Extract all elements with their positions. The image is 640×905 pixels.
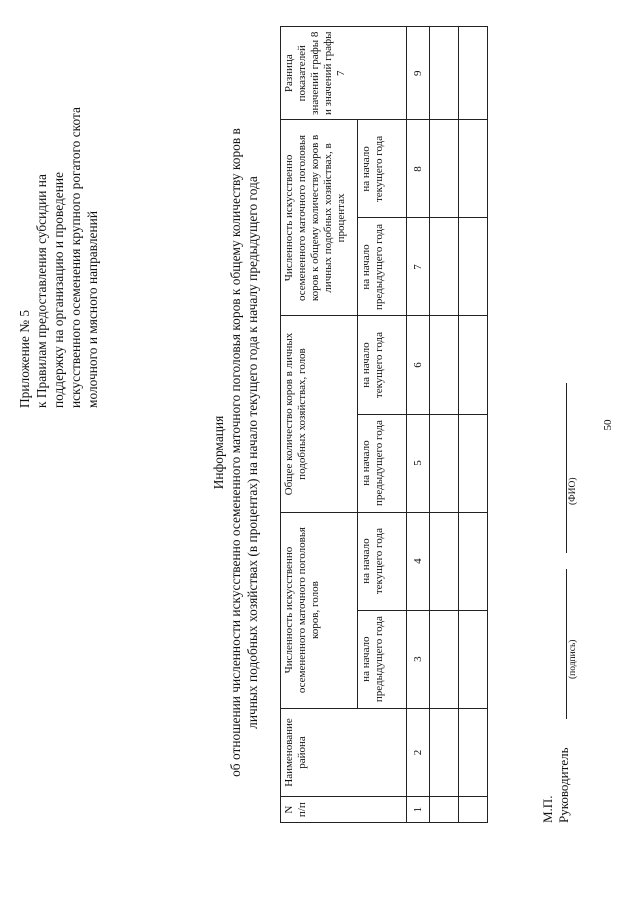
header-group-1: Численность искусственно осемененного маточного поголовья коров, голов xyxy=(281,512,358,708)
col-num-2: 2 xyxy=(407,708,430,797)
sub-prev-7: на начало предыдущего года xyxy=(358,218,407,316)
col-num-9: 9 xyxy=(407,27,430,120)
document-title xyxy=(210,0,261,905)
sub-cur-4: на начало текущего года xyxy=(358,512,407,610)
header-group-3: Численность искусственно осемененного маточного поголовья коров к общему количеству коров в личных подобных хозяйствах, в процентах xyxy=(281,120,358,316)
appendix-line-5: молочного и мясного направлений xyxy=(85,211,100,408)
appendix-line-4: искусственного осеменения крупного рогатого скота xyxy=(68,107,83,408)
sub-cur-6: на начало текущего года xyxy=(358,316,407,414)
appendix-line-1: Приложение № 5 xyxy=(17,309,32,408)
sub-prev-3: на начало предыдущего года xyxy=(358,610,407,708)
col-num-4: 4 xyxy=(407,512,430,610)
signature-caption: (подпись) xyxy=(568,639,578,679)
head-label: Руководитель xyxy=(556,747,571,823)
col-num-6: 6 xyxy=(407,316,430,414)
header-row-2 xyxy=(358,27,407,823)
col-num-7: 7 xyxy=(407,218,430,316)
title-line-3: личных подобных хозяйствах (в процентах) на начало текущего года к началу предыдущего года xyxy=(245,176,260,729)
header-group-2: Общее количество коров в личных подобных хозяйствах, голов xyxy=(281,316,358,512)
appendix-line-2: к Правилам предоставления субсидии на xyxy=(34,174,49,408)
sub-prev-5: на начало предыдущего года xyxy=(358,414,407,512)
table-row xyxy=(459,27,488,823)
name-line xyxy=(566,383,567,553)
title-line-2: об отношении численности искусственно осемененного маточного поголовья коров к общему количеству коров в xyxy=(228,128,243,777)
page-number: 50 xyxy=(602,419,614,431)
col-num-8: 8 xyxy=(407,120,430,218)
appendix-line-3: поддержку на организацию и проведение xyxy=(51,172,66,408)
header-row-1 xyxy=(281,27,358,823)
header-name: Наименование района xyxy=(281,708,407,797)
report-table xyxy=(280,26,488,823)
appendix-block xyxy=(16,23,101,408)
name-caption: (ФИО) xyxy=(568,477,578,505)
table-row xyxy=(430,27,459,823)
sub-cur-8: на начало текущего года xyxy=(358,120,407,218)
stamp-label: М.П. xyxy=(540,795,555,823)
col-num-5: 5 xyxy=(407,414,430,512)
header-num: N п/п xyxy=(281,797,407,823)
title-line-1: Информация xyxy=(211,415,226,490)
col-num-1: 1 xyxy=(407,797,430,823)
signature-line xyxy=(566,569,567,719)
header-diff: Разница показателей значений графы 8 и значений графы 7 xyxy=(281,27,407,120)
col-num-3: 3 xyxy=(407,610,430,708)
column-number-row xyxy=(407,27,430,823)
